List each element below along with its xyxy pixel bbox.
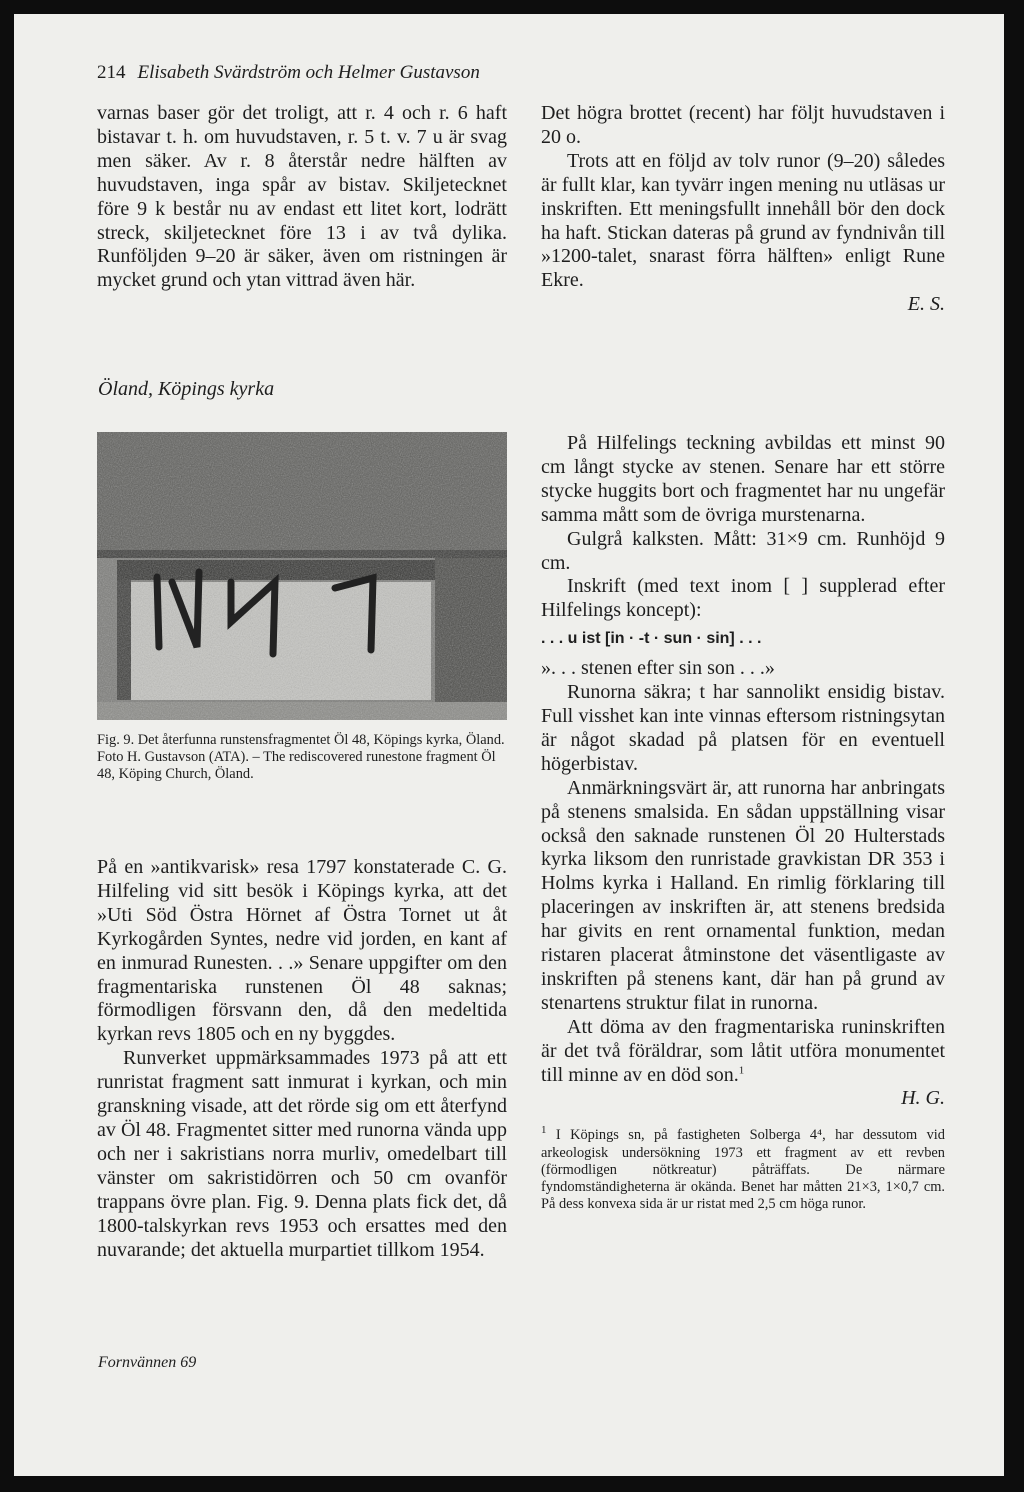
document-page [14, 14, 1004, 1476]
journal-footer: Fornvännen 69 [98, 1354, 197, 1371]
left-bottom-paragraph-1: På en »antikvarisk» resa 1797 konstaterade C. G. Hilfeling vid sitt besök i Köpings kyrka, att det »Uti Söd Östra Hörnet af Östra Tornet ut åt Kyrkogården Syntes, nedre vid jorden, en kant af en inmurad Runesten. . .» Senare uppgifter om den fragmentariska runstenen Öl 48 saknas; förmodligen försvann den, då den medeltida kyrkan revs 1805 och en ny byggdes. [97, 856, 507, 1046]
right-bottom-paragraph-3: Inskrift (med text inom [ ] supplerad efter Hilfelings koncept): [541, 575, 945, 622]
footnote-text: I Köpings sn, på fastigheten Solberga 4⁴, har dessutom vid arkeologisk undersökning 1973 ett fragment av ett revben (förmodligen nötkreatur) påträffats. De närmare fyndomständigheterna är okända. Benet har måtten 21×3, 1×0,7 cm. På dess konvexa sida är ur ristat med 2,5 cm höga runor. [541, 1127, 945, 1213]
footnote-reference: 1 [738, 1063, 745, 1076]
footnote [541, 1124, 945, 1213]
footnote-mark: 1 [541, 1124, 547, 1137]
header-authors: Elisabeth Svärdström och Helmer Gustavson [137, 62, 480, 83]
page-number: 214 [97, 62, 126, 83]
left-bottom-paragraph-2: Runverket uppmärksammades 1973 på att ett runristat fragment satt inmurat i kyrkan, och min granskning visade, att det rörde sig om ett återfynd av Öl 48. Fragmentet sitter med runorna vända upp och ner i sakristians norra murliv, omedelbart till vänster om sakristidörren och 50 cm ovanför trappans övre plan. Fig. 9. Denna plats fick det, då 1800-talskyrkan revs 1953 och ersattes med den nuvarande; det aktuella murpartiet tillkom 1954. [97, 1047, 507, 1261]
right-bottom-paragraph-1: På Hilfelings teckning avbildas ett minst 90 cm långt stycke av stenen. Senare har ett större stycke huggits bort och fragmentet har nu ungefär samma mått som de övriga murstenarna. [541, 432, 945, 526]
translation-line: ». . . stenen efter sin son . . .» [541, 657, 775, 680]
right-bottom-paragraph-6-text: Att döma av den fragmentariska runinskriften är det två föräldrar, som låtit utföra monumentet till minne av en död son. [541, 1015, 945, 1086]
signature-es: E. S. [907, 293, 945, 316]
right-top-paragraph-1: Det högra brottet (recent) har följt huvudstaven i 20 o. [541, 102, 945, 148]
left-column-bottom [97, 856, 507, 1262]
inscription-line: . . . u ist [in · -t · sun · sin] . . . [541, 630, 762, 648]
runestone-photo [97, 432, 507, 720]
left-top-paragraph: varnas baser gör det troligt, att r. 4 och r. 6 haft bistavar t. h. om huvudstaven, r. 5 t. v. 7 u är svag men säker. Av r. 8 återstår nedre hälften av huvudstaven, inga spår av bistav. Skiljetecknet före 9 k består nu av endast ett litet kort, lodrätt streck, skiljetecknet före 13 i av två dylika. Runföljden 9–20 är säker, även om ristningen är mycket grund och ytan vittrad även här. [97, 102, 507, 292]
right-top-paragraph-2: Trots att en följd av tolv runor (9–20) således är fullt klar, kan tyvärr ingen mening nu utläsas ur inskriften. Ett meningsfullt innehåll bör den dock ha haft. Stickan dateras på grund av fyndnivån till »1200-talet, snarast förra hälften» enligt Rune Ekre. [541, 149, 945, 292]
section-heading: Öland, Köpings kyrka [98, 378, 275, 400]
running-header [97, 62, 480, 84]
right-bottom-paragraph-2: Gulgrå kalksten. Mått: 31×9 cm. Runhöjd 9 cm. [541, 527, 945, 574]
right-column-bottom [541, 432, 945, 1213]
right-bottom-paragraph-6 [541, 1016, 945, 1088]
left-column-top [97, 102, 507, 293]
right-bottom-paragraph-5: Anmärkningsvärt är, att runorna har anbringats på stenens smalsida. En sådan uppställning visar också den saknade runstenen Öl 20 Hulterstads kyrka liksom den runristade gravkistan DR 353 i Holms kyrka i Halland. En rimlig förklaring till placeringen av inskriften är, att stenens bredsida har givits en rent ornamental funktion, medan ristaren placerat åtminstone det väsentligaste av inskriften på stenens kant, där han på grund av stenartens struktur filat in runorna. [541, 776, 945, 1014]
right-bottom-paragraph-4: Runorna säkra; t har sannolikt ensidig bistav. Full visshet kan inte vinnas eftersom ristningsytan är något skadad på platsen för en eventuell högerbistav. [541, 681, 945, 775]
signature-hg: H. G. [901, 1087, 945, 1110]
figure-caption: Fig. 9. Det återfunna runstensfragmentet Öl 48, Köpings kyrka, Öland. Foto H. Gustavson (ATA). – The rediscovered runestone fragment Öl 48, Köping Church, Öland. [97, 732, 505, 783]
right-column-top [541, 102, 945, 317]
